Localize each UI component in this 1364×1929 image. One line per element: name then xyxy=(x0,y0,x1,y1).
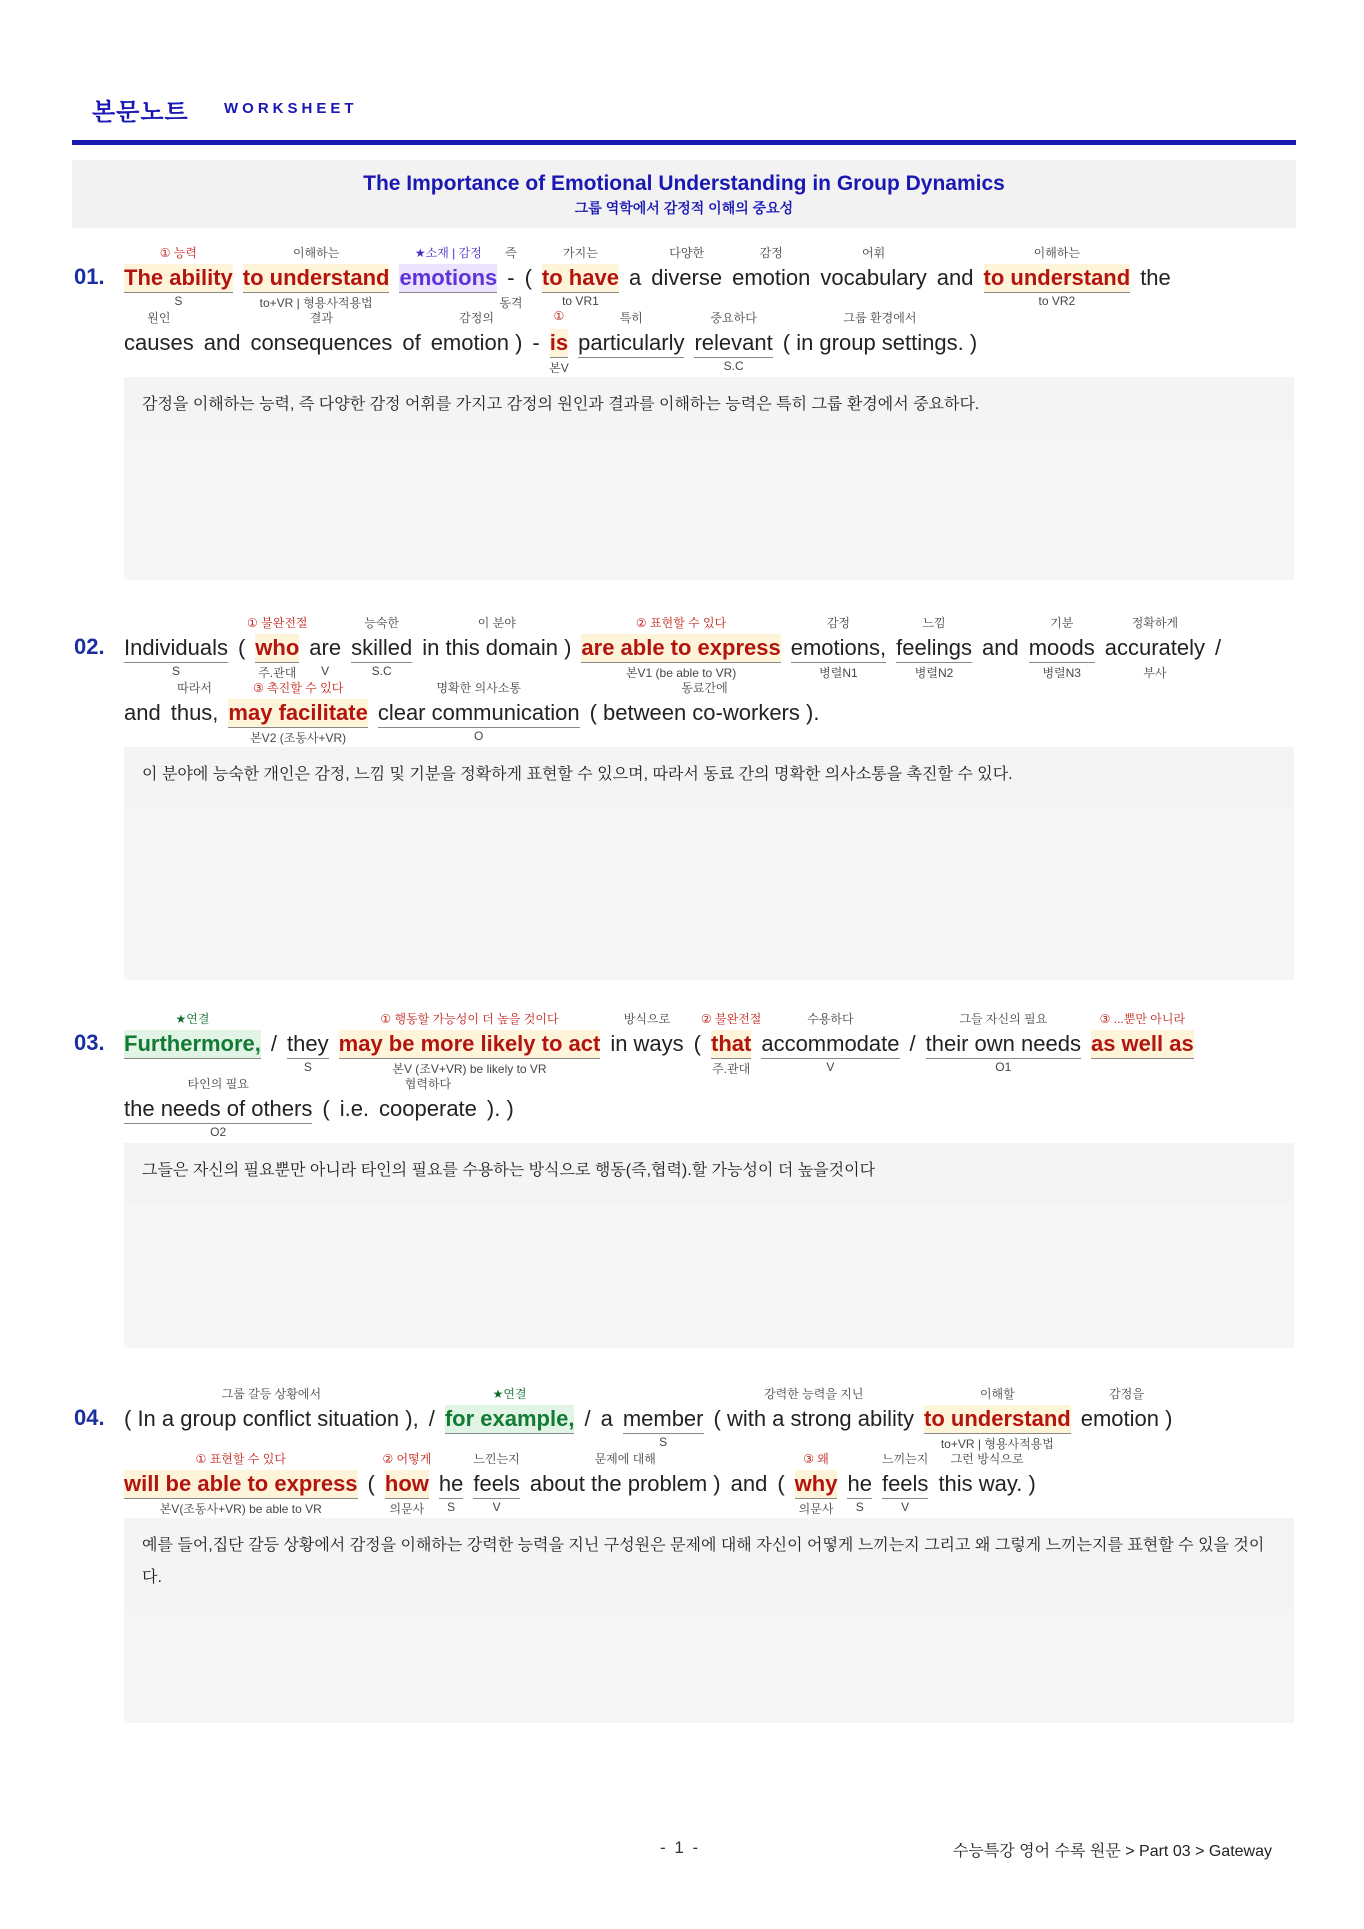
gloss-annotation: 동료간에 xyxy=(681,681,728,695)
grammar-tag: 병렬N2 xyxy=(914,666,954,680)
token-word: ( xyxy=(693,1031,701,1056)
token-word: may be more likely to act xyxy=(339,1030,601,1059)
token-word: / xyxy=(270,1031,278,1056)
page-number: - 1 - xyxy=(660,1838,701,1857)
gloss-annotation: ② 어떻게 xyxy=(382,1452,432,1466)
header-subtitle: WORKSHEET xyxy=(224,100,358,117)
gloss-annotation: ① 불완전절 xyxy=(247,616,308,630)
grammar-tag: 동격 xyxy=(499,296,523,310)
sentence-number: 04. xyxy=(74,1405,105,1430)
token-word: - xyxy=(507,265,515,290)
passage-title-ko: 그룹 역학에서 감정적 이해의 중요성 xyxy=(574,200,794,216)
grammar-tag: O1 xyxy=(995,1060,1012,1074)
gloss-annotation: 타인의 필요 xyxy=(187,1077,249,1091)
sentence-line xyxy=(124,677,829,751)
grammar-tag: S xyxy=(855,1500,864,1514)
gloss-annotation: 느낀는지 xyxy=(473,1452,520,1466)
token-word: he xyxy=(847,1470,871,1499)
token-word: ( in group settings. ) xyxy=(782,330,978,355)
sentence-token xyxy=(1105,612,1205,686)
token-word: why xyxy=(795,1470,838,1499)
token-word: and xyxy=(981,635,1019,660)
token-word: thus, xyxy=(170,700,219,725)
gloss-annotation: 원인 xyxy=(147,311,171,325)
gloss-annotation: ② 표현할 수 있다 xyxy=(635,616,727,630)
grammar-tag: S xyxy=(174,294,183,308)
grammar-tag: V xyxy=(826,1060,835,1074)
sentence-token xyxy=(1091,1008,1194,1082)
sentence-token xyxy=(910,1008,916,1082)
sentence-token xyxy=(422,612,571,686)
token-word: and xyxy=(124,700,161,725)
gloss-annotation: 중요하다 xyxy=(710,311,757,325)
token-word: to understand xyxy=(924,1405,1071,1434)
sentence-token xyxy=(124,1008,261,1082)
grammar-tag: 의문사 xyxy=(389,1502,425,1516)
sentence-line xyxy=(124,242,1181,316)
sentence-token xyxy=(584,1383,590,1457)
token-word: emotions xyxy=(399,264,497,293)
sentence-token xyxy=(431,307,523,381)
gloss-annotation: 기분 xyxy=(1050,616,1074,630)
gloss-annotation: ① 능력 xyxy=(159,246,198,260)
sentence-token xyxy=(429,1383,435,1457)
sentence-token xyxy=(124,307,194,381)
translation-text: 감정을 이해하는 능력, 즉 다양한 감정 어휘를 가지고 감정의 원인과 결과를 이해하는 능력은 특히 그룹 환경에서 중요하다. xyxy=(142,396,980,413)
sentence-token xyxy=(124,242,233,316)
token-word: particularly xyxy=(578,329,684,358)
token-word: feels xyxy=(473,1470,519,1499)
sentence-token xyxy=(581,612,780,686)
sentence-token xyxy=(487,1073,514,1147)
sentence-token xyxy=(243,242,390,316)
token-word: will be able to express xyxy=(124,1470,358,1499)
token-word: ( between co-workers ). xyxy=(589,700,820,725)
sentence-token xyxy=(882,1448,928,1522)
token-word: vocabulary xyxy=(820,265,927,290)
token-word: accurately xyxy=(1104,635,1206,660)
token-word: diverse xyxy=(651,265,723,290)
sentence-token xyxy=(171,677,219,751)
sentence-token xyxy=(694,1008,701,1082)
grammar-tag: O xyxy=(474,729,484,743)
token-word: feelings xyxy=(896,634,972,663)
grammar-tag: 주.관대 xyxy=(258,666,297,680)
sentence-line xyxy=(124,1073,524,1147)
gloss-annotation: 이 분야 xyxy=(477,616,516,630)
sentence-token xyxy=(322,1073,329,1147)
sentence-token xyxy=(795,1448,838,1522)
sentence-line xyxy=(124,1383,1182,1457)
gloss-annotation: 느낌 xyxy=(922,616,946,630)
gloss-annotation: 능숙한 xyxy=(364,616,400,630)
sentence-token xyxy=(938,1448,1035,1522)
token-word: this way. ) xyxy=(938,1471,1036,1496)
gloss-annotation: 특히 xyxy=(619,311,643,325)
token-word: ( xyxy=(237,635,246,660)
token-word: the xyxy=(1140,265,1171,290)
token-word: emotion ) xyxy=(430,330,523,355)
sentence-token xyxy=(124,1383,419,1457)
token-word: and xyxy=(203,330,241,355)
grammar-tag: 의문사 xyxy=(798,1502,834,1516)
gloss-annotation: ★소재 | 감정 xyxy=(414,246,482,260)
translation-text: 예를 들어,집단 갈등 상황에서 감정을 이해하는 강력한 능력을 지닌 구성원은 문제에 대해 자신이 어떻게 느끼는지 그리고 왜 그렇게 느끼는지를 표현할 수 있을 것이다. xyxy=(142,1537,1265,1586)
token-word: for example, xyxy=(445,1405,575,1434)
sentence-token xyxy=(714,1383,915,1457)
gloss-annotation: 감정 xyxy=(826,616,851,630)
sentence-token xyxy=(339,1008,601,1082)
sentence-token xyxy=(402,307,420,381)
sentence-token xyxy=(124,1448,358,1522)
sentence-number: 02. xyxy=(74,634,105,659)
grammar-tag: to+VR | 형용사적용법 xyxy=(259,296,373,310)
sentence-token xyxy=(399,242,497,316)
gloss-annotation: 이해하는 xyxy=(1033,246,1081,260)
sentence-token xyxy=(700,1008,762,1082)
token-word: are able to express xyxy=(581,634,780,663)
token-word: - xyxy=(532,330,540,355)
sentence-line xyxy=(124,307,987,381)
token-word: / xyxy=(584,1406,591,1431)
token-word: ( xyxy=(367,1471,375,1496)
header-divider xyxy=(72,140,1296,145)
token-word: how xyxy=(385,1470,429,1499)
sentence-token xyxy=(525,242,532,316)
token-word: ( xyxy=(524,265,532,290)
token-word: as well as xyxy=(1091,1030,1194,1059)
gloss-annotation: ③ 촉진할 수 있다 xyxy=(252,681,344,695)
sentence-token xyxy=(651,242,722,316)
sentence-token xyxy=(1029,612,1095,686)
sentence-token xyxy=(309,612,341,686)
token-word: a xyxy=(600,1406,613,1431)
token-word: that xyxy=(711,1030,751,1059)
grammar-tag: S xyxy=(447,1500,456,1514)
sentence-token xyxy=(238,612,245,686)
sentence-token xyxy=(937,242,974,316)
gloss-annotation: 감정의 xyxy=(459,311,494,325)
grammar-tag: 주.관대 xyxy=(712,1062,751,1076)
gloss-annotation: 결과 xyxy=(309,311,333,325)
token-word: is xyxy=(550,329,568,358)
token-word: ( with a strong ability xyxy=(713,1406,915,1431)
token-word: emotion xyxy=(732,265,811,290)
sentence-token xyxy=(542,242,619,316)
sentence-token xyxy=(382,1448,432,1522)
notes-area[interactable] xyxy=(124,1205,1294,1348)
sentence-token xyxy=(439,1448,463,1522)
sentence-token xyxy=(761,1008,899,1082)
grammar-tag: 본V(조동사+VR) be able to VR xyxy=(159,1502,322,1516)
token-word: their own needs xyxy=(926,1030,1081,1059)
token-word: / xyxy=(909,1031,916,1056)
passage-title-en: The Importance of Emotional Understanding in Group Dynamics xyxy=(363,172,1005,195)
gloss-annotation: 그룹 환경에서 xyxy=(843,311,917,325)
gloss-annotation: 느끼는지 xyxy=(882,1452,929,1466)
token-word: to understand xyxy=(984,264,1131,293)
gloss-annotation: ② 불완전절 xyxy=(700,1012,762,1026)
translation-text: 이 분야에 능숙한 개인은 감정, 느낌 및 기분을 정확하게 표현할 수 있으며, 따라서 동료 간의 명확한 의사소통을 촉진할 수 있다. xyxy=(142,766,1013,783)
token-word: skilled xyxy=(351,634,412,663)
sentence-token xyxy=(732,242,810,316)
token-word: and xyxy=(936,265,974,290)
token-word: of xyxy=(402,330,421,355)
sentence-token xyxy=(777,1448,784,1522)
token-word: about the problem ) xyxy=(529,1471,721,1496)
sentence-token xyxy=(610,1008,683,1082)
sentence-token xyxy=(578,307,684,381)
translation-box xyxy=(124,1143,1294,1348)
grammar-tag: O2 xyxy=(210,1125,227,1139)
notes-area[interactable] xyxy=(124,439,1294,580)
sentence-token xyxy=(731,1448,768,1522)
token-word: are xyxy=(309,635,342,660)
sentence-token xyxy=(924,1383,1071,1457)
sentence-token xyxy=(124,612,228,686)
grammar-tag: S xyxy=(171,664,180,678)
token-word: the needs of others xyxy=(124,1095,312,1124)
sentence-token xyxy=(445,1383,575,1457)
sentence-token xyxy=(791,612,886,686)
token-word: / xyxy=(1215,635,1222,660)
translation-text: 그들은 자신의 필요뿐만 아니라 타인의 필요를 수용하는 방식으로 행동(즉,협력).할 가능성이 더 높을것이다 xyxy=(142,1162,876,1179)
token-word: relevant xyxy=(694,329,772,358)
sentence-token xyxy=(124,1073,312,1147)
gloss-annotation: ① 행동할 가능성이 더 높을 것이다 xyxy=(380,1012,559,1026)
token-word: clear communication xyxy=(378,699,580,728)
sentence-token xyxy=(601,1383,613,1457)
token-word: feels xyxy=(882,1470,928,1499)
sentence-token xyxy=(896,612,972,686)
grammar-tag: V xyxy=(492,1500,501,1514)
grammar-tag: S.C xyxy=(723,359,744,373)
grammar-tag: 부사 xyxy=(1143,666,1167,680)
sentence-line xyxy=(124,1008,1204,1082)
token-word: they xyxy=(287,1030,329,1059)
gloss-annotation: ★연결 xyxy=(175,1012,210,1026)
token-word: ). ) xyxy=(486,1096,514,1121)
grammar-tag: S xyxy=(659,1435,668,1449)
notes-area[interactable] xyxy=(124,809,1294,980)
sentence-line xyxy=(124,612,1231,686)
token-word: / xyxy=(428,1406,435,1431)
sentence-token xyxy=(287,1008,329,1082)
sentence-token xyxy=(550,307,568,381)
gloss-annotation: 방식으로 xyxy=(623,1012,671,1026)
sentence-token xyxy=(340,1073,369,1147)
sentence-token xyxy=(926,1008,1081,1082)
grammar-tag: 본V2 (조동사+VR) xyxy=(250,731,347,745)
sentence-token xyxy=(204,307,241,381)
token-word: a xyxy=(628,265,642,290)
sentence-token xyxy=(590,677,820,751)
gloss-annotation: 감정을 xyxy=(1109,1387,1144,1401)
grammar-tag: to VR1 xyxy=(562,294,599,308)
gloss-annotation: ① xyxy=(553,309,565,323)
gloss-annotation: ★연결 xyxy=(492,1387,527,1401)
gloss-annotation: 그룹 갈등 상황에서 xyxy=(221,1387,322,1401)
gloss-annotation: 다양한 xyxy=(669,246,705,260)
passage-title-box xyxy=(72,160,1296,228)
sentence-token xyxy=(379,1073,477,1147)
sentence-token xyxy=(783,307,977,381)
token-word: The ability xyxy=(124,264,233,293)
token-word: emotion ) xyxy=(1080,1406,1173,1431)
sentence-token xyxy=(378,677,580,751)
sentence-token xyxy=(530,1448,721,1522)
gloss-annotation: 정확하게 xyxy=(1131,616,1179,630)
translation-box xyxy=(124,377,1294,580)
sentence-token xyxy=(250,307,392,381)
grammar-tag: to VR2 xyxy=(1038,294,1076,308)
sentence-token xyxy=(820,242,926,316)
notes-area[interactable] xyxy=(124,1614,1294,1723)
sentence-line xyxy=(124,1448,1046,1522)
gloss-annotation: 수용하다 xyxy=(807,1012,854,1026)
sentence-token xyxy=(984,242,1131,316)
grammar-tag: V xyxy=(901,1500,910,1514)
sentence-token xyxy=(532,307,539,381)
translation-box xyxy=(124,747,1294,980)
sentence-token xyxy=(124,677,161,751)
gloss-annotation: ③ ...뿐만 아니라 xyxy=(1099,1012,1186,1026)
sentence-token xyxy=(351,612,412,686)
token-word: causes xyxy=(124,330,194,355)
sentence-token xyxy=(499,242,523,316)
sentence-token xyxy=(694,307,772,381)
gloss-annotation: ③ 왜 xyxy=(803,1452,829,1466)
token-word: who xyxy=(255,634,299,663)
sentence-token xyxy=(271,1008,277,1082)
token-word: may facilitate xyxy=(228,699,367,728)
gloss-annotation: 어휘 xyxy=(862,246,886,260)
grammar-tag: to+VR | 형용사적용법 xyxy=(940,1437,1054,1451)
token-word: consequences xyxy=(250,330,393,355)
translation-box xyxy=(124,1518,1294,1723)
gloss-annotation: 이해하는 xyxy=(292,246,340,260)
gloss-annotation: ① 표현할 수 있다 xyxy=(195,1452,286,1466)
token-word: ( xyxy=(777,1471,785,1496)
gloss-annotation: 강력한 능력을 지닌 xyxy=(764,1387,864,1401)
token-word: to understand xyxy=(243,264,390,293)
sentence-token xyxy=(247,612,308,686)
token-word: Furthermore, xyxy=(124,1030,261,1059)
token-word: member xyxy=(623,1405,704,1434)
grammar-tag: S xyxy=(303,1060,312,1074)
gloss-annotation: 가지는 xyxy=(563,246,598,260)
header-title: 본문노트 xyxy=(92,99,189,126)
token-word: Individuals xyxy=(124,634,228,663)
sentence-token xyxy=(847,1448,871,1522)
token-word: emotions, xyxy=(791,634,886,663)
token-word: cooperate xyxy=(379,1096,477,1121)
sentence-token xyxy=(1081,1383,1173,1457)
sentence-token xyxy=(1140,242,1171,316)
sentence-token xyxy=(368,1448,375,1522)
gloss-annotation: 즉 xyxy=(505,246,517,260)
gloss-annotation: 문제에 대해 xyxy=(594,1452,656,1466)
token-word: ( In a group conflict situation ), xyxy=(124,1406,419,1431)
grammar-tag: 본V xyxy=(549,361,569,375)
token-word: in this domain ) xyxy=(422,635,572,660)
sentence-number: 03. xyxy=(74,1030,105,1055)
grammar-tag: 병렬N3 xyxy=(1042,666,1081,680)
token-word: ( xyxy=(322,1096,330,1121)
sentence-token xyxy=(629,242,641,316)
gloss-annotation: 따라서 xyxy=(177,681,212,695)
sentence-number: 01. xyxy=(74,264,105,289)
gloss-annotation: 협력하다 xyxy=(404,1077,452,1091)
sentence-token xyxy=(473,1448,519,1522)
sentence-token xyxy=(623,1383,704,1457)
grammar-tag: 병렬N1 xyxy=(819,666,858,680)
gloss-annotation: 그런 방식으로 xyxy=(950,1452,1024,1466)
grammar-tag: V xyxy=(321,664,330,678)
token-word: moods xyxy=(1029,634,1095,663)
token-word: i.e. xyxy=(339,1096,370,1121)
gloss-annotation: 감정 xyxy=(759,246,783,260)
sentence-token xyxy=(1215,612,1221,686)
grammar-tag: S.C xyxy=(371,664,392,678)
sentence-token xyxy=(228,677,367,751)
grammar-tag: 본V1 (be able to VR) xyxy=(625,666,737,680)
source-breadcrumb: 수능특강 영어 수록 원문 > Part 03 > Gateway xyxy=(952,1843,1272,1860)
gloss-annotation: 그들 자신의 필요 xyxy=(959,1012,1048,1026)
token-word: accommodate xyxy=(761,1030,899,1059)
sentence-token xyxy=(982,612,1019,686)
token-word: and xyxy=(730,1471,768,1496)
gloss-annotation: 이해할 xyxy=(979,1387,1015,1401)
token-word: in ways xyxy=(610,1031,684,1056)
grammar-tag: 본V (조V+VR) be likely to VR xyxy=(392,1062,547,1076)
gloss-annotation: 명확한 의사소통 xyxy=(436,681,521,695)
token-word: to have xyxy=(542,264,619,293)
token-word: he xyxy=(439,1470,463,1499)
